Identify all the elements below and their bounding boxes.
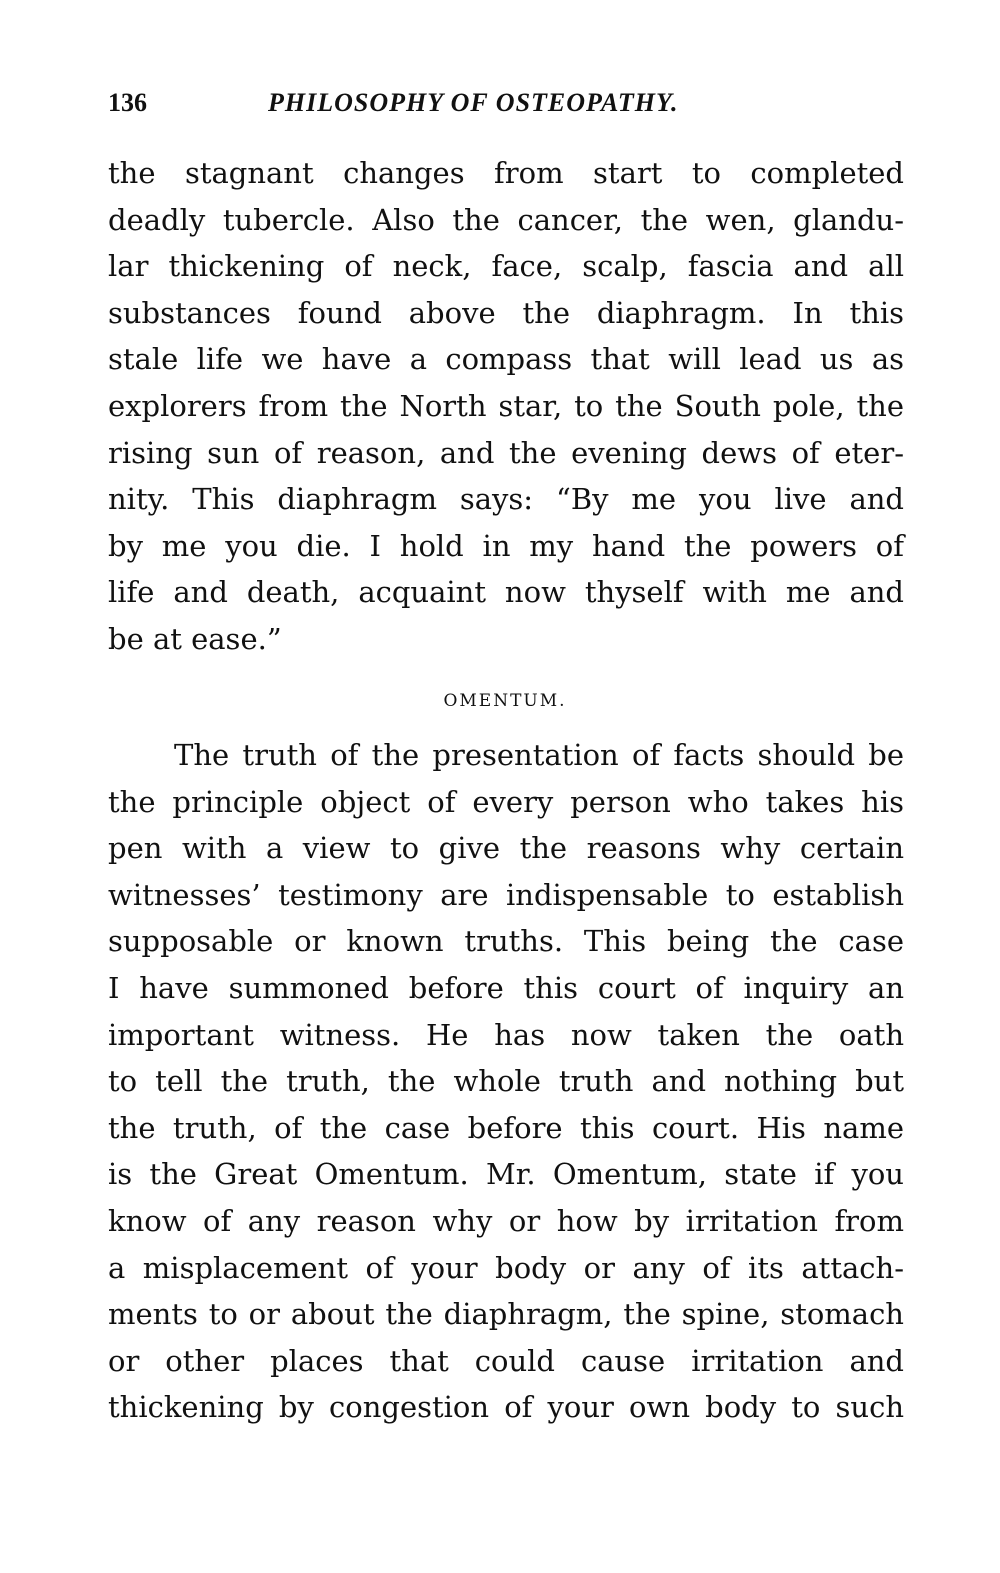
- text-line: stale life we have a compass that will lead us as: [108, 342, 904, 377]
- text-line: the truth, of the case before this court. His name: [108, 1110, 904, 1145]
- text-line: the principle object of every person who takes his: [108, 784, 904, 819]
- text-line: thickening by congestion of your own body to such: [108, 1390, 904, 1425]
- text-line: life and death, acquaint now thyself with me and: [108, 575, 904, 610]
- text-line: supposable or known truths. This being the case: [108, 924, 904, 959]
- text-line: rising sun of reason, and the evening dews of eter-: [108, 435, 904, 470]
- text-line: nity. This diaphragm says: “By me you live and: [108, 482, 904, 517]
- text-line: to tell the truth, the whole truth and nothing but: [108, 1064, 904, 1099]
- text-line: pen with a view to give the reasons why certain: [108, 831, 904, 866]
- text-line: The truth of the presentation of facts should be: [174, 738, 904, 772]
- paragraph-diaphragm: [108, 150, 904, 663]
- text-line: explorers from the North star, to the South pole, the: [108, 388, 904, 423]
- running-title: PHILOSOPHY OF OSTEOPATHY.: [268, 88, 679, 117]
- running-head: [108, 86, 908, 120]
- text-line: be at ease.”: [108, 621, 282, 656]
- text-line: substances found above the diaphragm. In this: [108, 295, 904, 330]
- paragraph-omentum: [108, 732, 904, 1431]
- text-line: a misplacement of your body or any of its attach-: [108, 1250, 904, 1285]
- text-line: is the Great Omentum. Mr. Omentum, state if you: [108, 1157, 904, 1192]
- text-line: the stagnant changes from start to completed: [108, 156, 904, 190]
- text-line: ments to or about the diaphragm, the spine, stomach: [108, 1297, 904, 1332]
- text-line: deadly tubercle. Also the cancer, the wen, glandu-: [108, 202, 904, 237]
- text-line: I have summoned before this court of inquiry an: [108, 970, 904, 1005]
- text-line: witnesses’ testimony are indispensable to establish: [108, 877, 904, 912]
- text-line: or other places that could cause irritation and: [108, 1343, 904, 1378]
- section-heading: OMENTUM.: [443, 691, 567, 711]
- page-number: 136: [108, 88, 147, 117]
- text-line: lar thickening of neck, face, scalp, fascia and all: [108, 249, 904, 284]
- text-line: important witness. He has now taken the oath: [108, 1017, 904, 1052]
- text-line: by me you die. I hold in my hand the powers of: [108, 528, 904, 563]
- text-line: know of any reason why or how by irritation from: [108, 1203, 904, 1238]
